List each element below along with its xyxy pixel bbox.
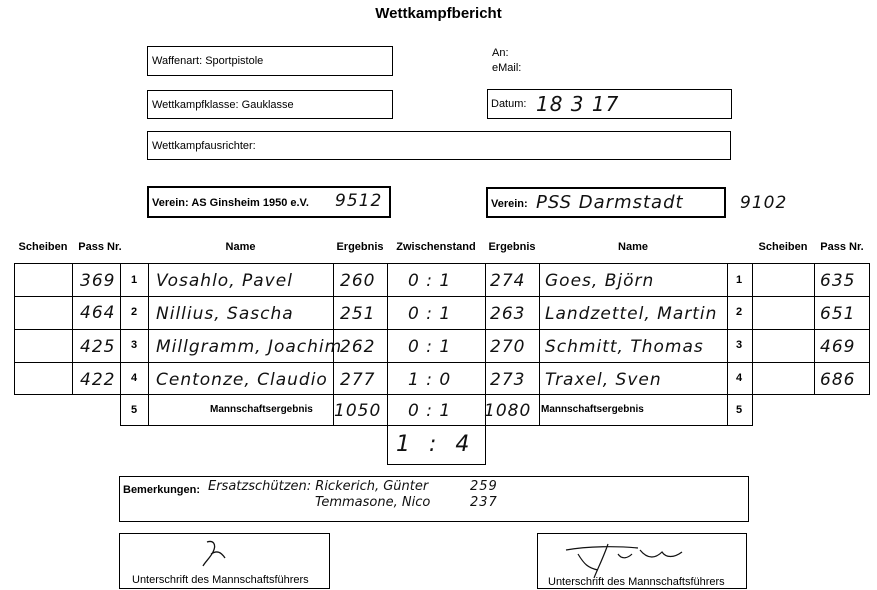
right-team-name: PSS Darmstadt [536,192,684,213]
name-left: Centonze, Claudio [156,370,328,390]
name-left: Vosahlo, Pavel [156,271,293,291]
page-title: Wettkampfbericht [375,5,502,22]
left-team-label: Verein: AS Ginsheim 1950 e.V. [152,197,309,209]
header-scheiben-right: Scheiben [758,241,808,253]
row-number-right: 2 [736,306,743,318]
ergebnis-left: 277 [340,370,376,390]
ergebnis-right: 263 [490,304,526,324]
zwischenstand: 1 : 0 [408,370,452,390]
row-number: 2 [131,306,138,318]
name-left: Millgramm, Joachim [156,337,343,357]
name-right: Landzettel, Martin [545,304,718,324]
row-number-right: 4 [736,372,743,384]
signature-right-label: Unterschrift des Mannschaftsführers [548,576,725,588]
name-left: Nillius, Sascha [156,304,294,324]
left-team-box [147,186,391,218]
row-number: 4 [131,372,138,384]
waffenart-label: Waffenart: Sportpistole [152,55,264,67]
row-number-right: 5 [736,404,743,416]
pass-right: 635 [820,271,856,291]
right-team-label: Verein: [491,198,528,210]
team-zwischenstand: 0 : 1 [408,401,452,421]
row-number-right: 3 [736,339,743,351]
team-result-label-right: Mannschaftsergebnis [541,404,644,415]
pass-left: 369 [80,271,116,291]
header-pass-left: Pass Nr. [78,241,122,253]
header-pass-right: Pass Nr. [820,241,864,253]
row-number: 1 [131,274,138,286]
signature-box-right [537,533,747,589]
team-result-right: 1080 [484,401,532,421]
pass-left: 425 [80,337,116,357]
final-score: 1 : 4 [396,432,476,457]
right-team-box [486,187,726,218]
right-team-number: 9102 [740,193,788,213]
header-name-right: Name [618,241,648,253]
zwischenstand: 0 : 1 [408,337,452,357]
an-label: An: [492,47,509,59]
pass-right: 686 [820,370,856,390]
header-ergebnis-right: Ergebnis [488,241,536,253]
team-result-label-left: Mannschaftsergebnis [210,404,313,415]
row-number-right: 1 [736,274,743,286]
ergebnis-left: 251 [340,304,376,324]
left-team-number: 9512 [335,191,383,211]
wettkampfausrichter-label: Wettkampfausrichter: [152,140,256,152]
ergebnis-right: 270 [490,337,526,357]
waffenart-box [147,46,393,76]
remarks-score2: 237 [470,495,498,510]
pass-right: 469 [820,337,856,357]
signature-left-image [195,538,245,570]
wettkampfklasse-box [147,90,393,119]
name-right: Goes, Björn [545,271,655,291]
header-scheiben-left: Scheiben [18,241,68,253]
remarks-line2: Temmasone, Nico [315,495,431,510]
row-number: 3 [131,339,138,351]
name-right: Schmitt, Thomas [545,337,704,357]
remarks-label: Bemerkungen: [123,484,201,496]
signature-right-image [558,538,718,580]
wettkampfklasse-label: Wettkampfklasse: Gauklasse [152,99,294,111]
ergebnis-right: 274 [490,271,526,291]
row-number: 5 [131,404,138,416]
datum-box [487,89,732,119]
zwischenstand: 0 : 1 [408,304,452,324]
wettkampfausrichter-box [147,131,731,160]
email-label: eMail: [492,62,522,74]
ergebnis-left: 260 [340,271,376,291]
remarks-score1: 259 [470,479,498,494]
pass-left: 464 [80,303,116,323]
header-zwischenstand: Zwischenstand [396,241,476,253]
remarks-box [119,476,749,522]
header-name-left: Name [225,241,256,253]
name-right: Traxel, Sven [545,370,662,390]
pass-right: 651 [820,304,856,324]
datum-label: Datum: [491,98,527,110]
ergebnis-left: 262 [340,337,376,357]
zwischenstand: 0 : 1 [408,271,452,291]
signature-left-label: Unterschrift des Mannschaftsführers [132,574,309,586]
ergebnis-right: 273 [490,370,526,390]
remarks-line1: Ersatzschützen: Rickerich, Günter [208,479,429,494]
datum-value: 18 3 17 [536,92,620,116]
header-ergebnis-left: Ergebnis [336,241,384,253]
pass-left: 422 [80,370,116,390]
team-result-left: 1050 [334,401,382,421]
signature-box-left [119,533,330,589]
